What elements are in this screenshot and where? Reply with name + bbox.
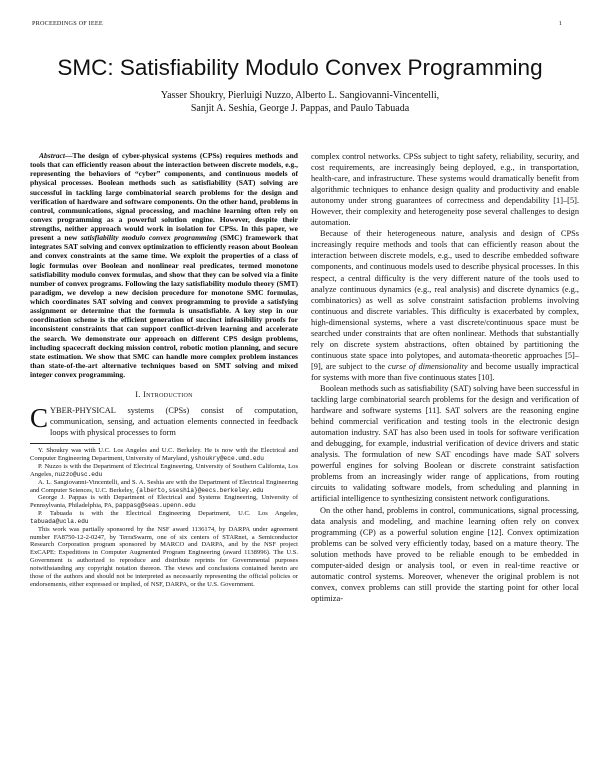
footnote-rule xyxy=(30,443,100,444)
body-paragraph: complex control networks. CPSs subject to tight safety, reliability, security, and cost requirements, are increasingly being deployed, e.g., in transportation, health-care, and infrastructure. These systems would dramatically benefit from algorithmic techniques to enhance design quality and productivity and enable autonomy under strong guarantees of correctness and dependability [1]–[5]. However, their complexity and heterogeneity pose several challenges to design automation. xyxy=(311,152,579,228)
email-link[interactable]: yshoukry@ece.umd.edu xyxy=(190,455,264,463)
body-text: Because of their heterogeneous nature, analysis and design of CPSs increasingly require methods and tools that can efficiently reason about the interaction between discrete models, e.g., used to describe embedded software components, and continuous models used to describe physical processes. In this respect, a central difficulty is the very different nature of the tools used to analyze continuous dynamics (e.g., real analysis) and discrete dynamics (e.g., combinatorics) as well as solve constraint satisfaction problems involving continuous and discrete variables. This difficulty is exacerbated by complex, high-dimensional systems, where a vast discrete/continuous space must be searched under constraints that are often nonlinear. Methods that substantially rely on discrete system abstractions, often obtained by partitioning the continuous state space into polytopes, and automata-theoretic approaches [5]–[9], are subject to the xyxy=(311,229,579,371)
right-column xyxy=(311,151,579,604)
abstract-label: Abstract xyxy=(39,151,65,160)
body-paragraph: Boolean methods such as satisfiability (SAT) solving have been successful in tackling large combinatorial search problems for the design and verification of hardware and software systems [11]. SAT solvers are the reasoning engine behind commercial verification and testing tools in the electronic design automation industry. SAT has also been used in tools for software verification and debugging, for example, industrial verification of device drivers and static analysis. The formulation of new SAT encodings have made SAT solvers powerful engines for solving Boolean or discrete constraint satisfaction problems from an increasingly wider range of applications, from routing circuits to validating software models, from scheduling and planning in artificial intelligence to synthesizing consistent network configurations. xyxy=(311,383,579,504)
email-link[interactable]: {alberto,sseshia}@eecs.berkeley.edu xyxy=(135,486,264,494)
footnotes xyxy=(30,447,298,588)
abstract xyxy=(30,151,298,379)
body-text: and become usually impractical for systems with more than five continuous states [10]. xyxy=(311,361,579,382)
abstract-emphasis: satisfiability modulo convex programming xyxy=(80,233,217,243)
intro-text: systems (CPSs) consist of computation, communication, sensing, and actuation elements connected in feedback loops with physical processes to form xyxy=(50,406,298,438)
footnote-text: George J. Pappas is with Department of Electrical and Systems Engineering, University of Pennsylvania, Philadelphia, PA, xyxy=(30,494,298,510)
email-link[interactable]: tabuada@ucla.edu xyxy=(30,517,89,525)
footnote xyxy=(30,494,298,510)
section-title: Introduction xyxy=(143,390,193,400)
running-header xyxy=(32,20,562,27)
footnote-text: A. L. Sangiovanni-Vincentelli, and S. A. Seshia are with the Department of Electrical Engineering and Computer Sciences, U.C. Berkeley, xyxy=(30,478,298,494)
emphasis: curse of dimensionality xyxy=(388,361,468,371)
page-number: 1 xyxy=(558,20,562,27)
author-list xyxy=(0,89,600,116)
footnote-text: P. Tabuada is with the Electrical Engineering Department, U.C. Los Angeles, xyxy=(38,510,298,518)
drop-cap: C xyxy=(30,403,49,434)
body-paragraph xyxy=(311,228,579,383)
running-head-title: PROCEEDINGS OF IEEE xyxy=(32,20,103,27)
footnote-text: P. Nuzzo is with the Department of Electrical Engineering, University of Southern California, Los Angeles, xyxy=(30,463,298,478)
abstract-text-2: (SMC) framework that integrates SAT solving and convex optimization to efficiently reason about Boolean and convex constraints at the same time. We exploit the properties of a class of logic formulas over Boolean and nonlinear real predicates, termed monotone satisfiability modulo convex formulas, and show that they can be solved via a finite number of convex programs. Following the lazy satisfiability modulo theory (SMT) paradigm, we develop a new decision procedure for monotone SMC formulas, which coordinates SAT solving and convex programming to provide a satisfying assignment or determine that the formula is unsatisfiable. A key step in our coordination scheme is the efficient generation of succinct infeasibility proofs for inconsistent constraints that can support conflict-driven learning and accelerate the search. We demonstrate our approach on different CPS design problems, including spacecraft docking mission control, robotic motion planning, and secure state estimation. We show that SMC can handle more complex problem instances than state-of-the-art alternative techniques based on SMT solving and mixed integer convex programming. xyxy=(30,233,298,379)
footnote-funding: This work was partially sponsored by the NSF award 1136174, by DARPA under agreement number FA8750-12-2-0247, by TerraSwarm, one of six centers of STARnet, a Semiconductor Research Corporation program sponsored by MARCO and DARPA, and by the NSF project ExCAPE: Expeditions in Computer Augmented Program Engineering (award 1138996). The U.S. Government is authorized to reproduce and distribute reprints for Governmental purposes notwithstanding any copyright notation thereon. The views and conclusions contained herein are those of the authors and should not be interpreted as necessarily representing the official policies or endorsements, either expressed or implied, of NSF, DARPA, or the U.S. Government. xyxy=(30,525,298,588)
body-paragraph: On the other hand, problems in control, communications, signal processing, data analysis and modeling, and machine learning often rely on convex programming (CP) as a powerful solution engine [12]. Convex optimization problems can be solved very efficiently today, based on a mature theory. The solution methods have proved to be reliable enough to be embedded in computer-aided design or analysis tool, or even in real-time reactive or automatic control systems. Moreover, whenever the original problem is not convex, convex problems can still provide the starting point for other local optimiza- xyxy=(311,505,579,603)
left-column xyxy=(30,151,298,589)
author-line-1: Yasser Shoukry, Pierluigi Nuzzo, Alberto L. Sangiovanni-Vincentelli, xyxy=(160,90,440,101)
paper-title: SMC: Satisfiability Modulo Convex Programming xyxy=(57,55,543,80)
email-link[interactable]: nuzzo@usc.edu xyxy=(54,470,103,478)
author-line-2: Sanjit A. Seshia, George J. Pappas, and Paulo Tabuada xyxy=(190,103,410,115)
email-link[interactable]: pappasg@seas.upenn.edu xyxy=(115,502,196,510)
abstract-text-1: —The design of cyber-physical systems (CPSs) requires methods and tools that can efficiently reason about the interaction between discrete models, e.g., representing the behaviors of “cyber” components, and continuous models of physical processes. Boolean methods such as satisfiability (SAT) solving are successful in tackling large combinatorial search problems for the design and verification of hardware and software components. On the other hand, problems in control, communications, signal processing, and machine learning often rely on convex programming as a powerful solution engine. However, despite their strengths, neither approach would work in isolation for CPSs. In this paper, we present a new xyxy=(30,151,298,243)
footnote-text: Y. Shoukry was with U.C. Los Angeles and U.C. Berkeley. He is now with the Electrical and Computer Engineering Department, University of Maryland, xyxy=(30,447,298,463)
footnote xyxy=(30,447,298,463)
section-number: I. xyxy=(135,390,141,400)
intro-paragraph xyxy=(30,405,298,438)
footnote xyxy=(30,463,298,479)
footnote xyxy=(30,510,298,526)
intro-smallcaps: YBER-PHYSICAL xyxy=(50,406,116,416)
footnote xyxy=(30,479,298,495)
section-heading xyxy=(30,389,298,400)
